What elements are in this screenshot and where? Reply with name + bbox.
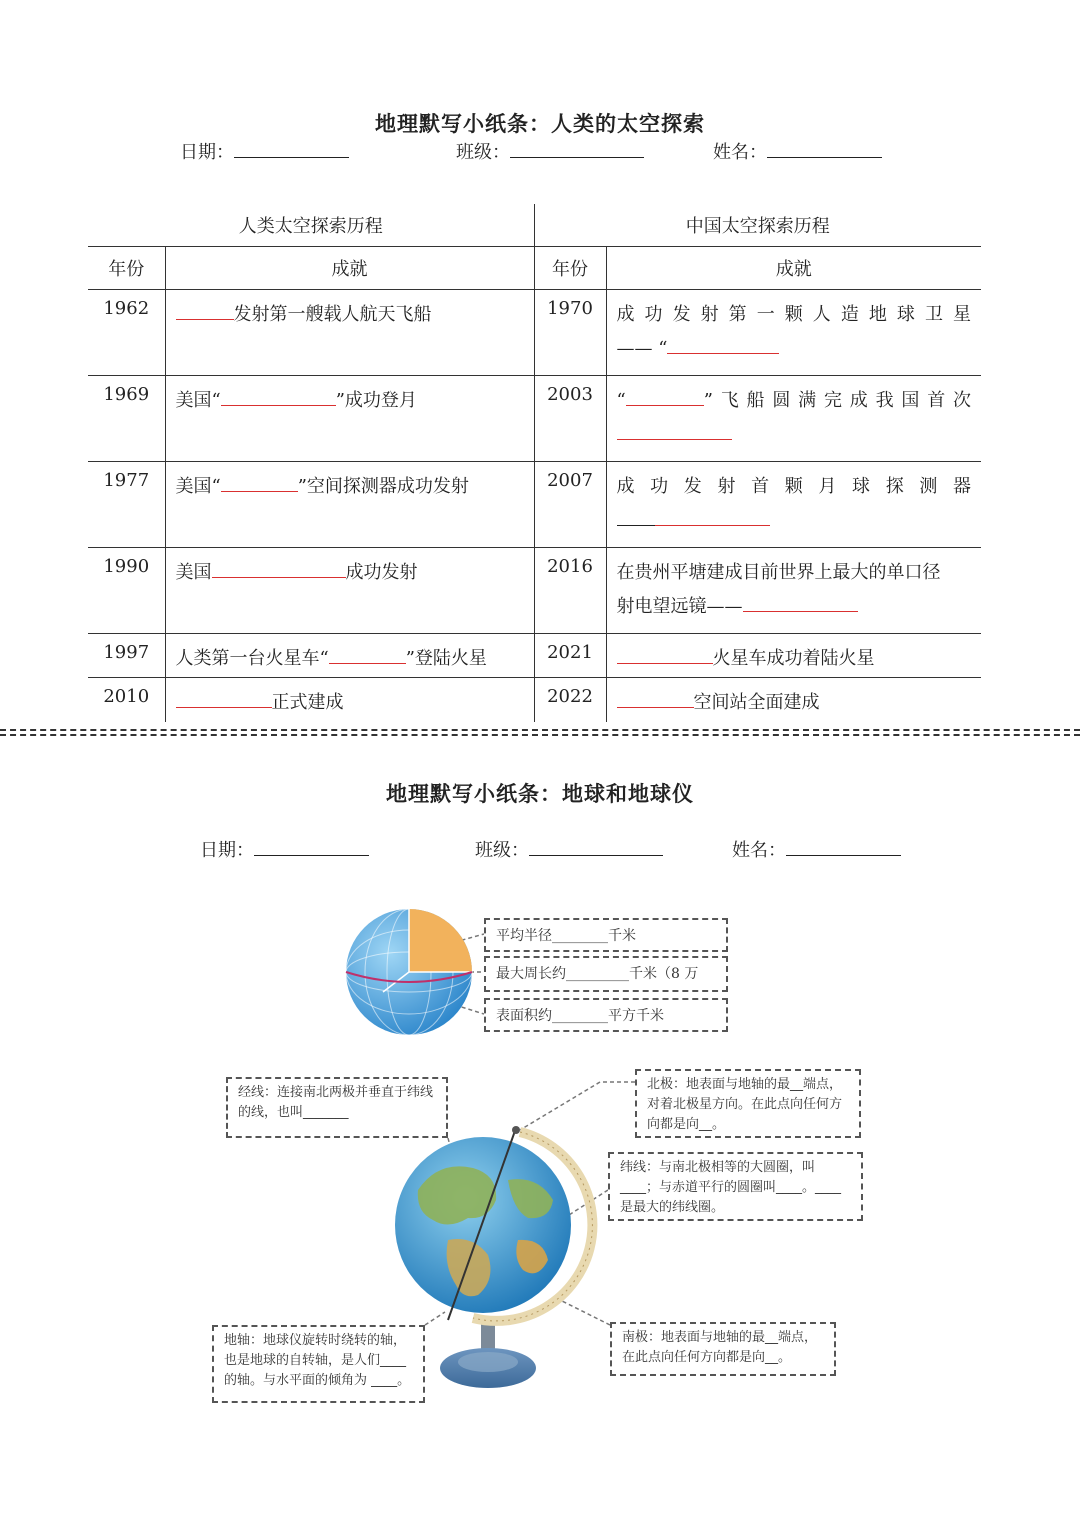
north-pole-box[interactable]: 北极：地表面与地轴的最__端点，对着北极星方向。在此点向任何方向都是向__。 (635, 1069, 861, 1138)
parallel-box[interactable]: 纬线：与南北极相等的大圆圈，叫____；与赤道平行的圆圈叫____。____是最大的纬线圈。 (608, 1152, 863, 1221)
achievement-text: 人类第一台火星车“ (175, 648, 329, 669)
achievement-text: ”登陆火星 (405, 648, 487, 669)
achievement-text: 美国“ (175, 476, 221, 497)
achievement-text: 成功发射首颗月球探测器 (616, 476, 971, 497)
achievement-text: —— “ (616, 338, 668, 359)
col-achievement-right: 成就 (606, 247, 981, 290)
meridian-box[interactable]: 经线：连接南北两极并垂直于纬线的线，也叫_______ (226, 1077, 448, 1138)
year-cell: 2022 (534, 678, 606, 722)
achievement-text: ”成功登月 (335, 390, 417, 411)
col-achievement-left: 成就 (165, 247, 534, 290)
year-cell: 1977 (88, 462, 165, 548)
col-year-left: 年份 (88, 247, 165, 290)
name-label: 姓名： (732, 840, 786, 861)
year-cell: 2021 (534, 634, 606, 678)
date-label: 日期： (200, 840, 254, 861)
cutaway-section (409, 909, 472, 972)
achievement-text: 空间站全面建成 (693, 692, 820, 713)
name-label: 姓名： (713, 142, 767, 163)
col-year-right: 年份 (534, 247, 606, 290)
left-section-header: 人类太空探索历程 (88, 204, 534, 247)
achievement-text: 在贵州平塘建成目前世界上最大的单口径 (616, 562, 941, 583)
achievement-text: 美国“ (175, 390, 221, 411)
sheet2-title: 地理默写小纸条：地球和地球仪 (386, 782, 694, 806)
achievement-text: ”空间探测器成功发射 (297, 476, 469, 497)
achievement-text: 正式建成 (271, 692, 344, 713)
earth-axis-box[interactable]: 地轴：地球仪旋转时绕转的轴，也是地球的自转轴，是人们____的轴。与水平面的倾角为 ____。 (212, 1325, 425, 1403)
class-label: 班级： (456, 142, 510, 163)
earth-cutaway-diagram (343, 906, 475, 1038)
achievement-text: 成功发射 (345, 562, 418, 583)
achievement-text: “ (616, 390, 626, 411)
achievement-text: 射电望远镜—— (616, 596, 743, 617)
year-cell: 2003 (534, 376, 606, 462)
year-cell: 2010 (88, 678, 165, 722)
sheet1-title: 地理默写小纸条：人类的太空探索 (375, 112, 705, 136)
year-cell: 1962 (88, 290, 165, 376)
achievement-text: 火星车成功着陆火星 (712, 648, 875, 669)
south-pole-box[interactable]: 南极：地表面与地轴的最__端点，在此点向任何方向都是向__。 (610, 1322, 836, 1376)
year-cell: 1970 (534, 290, 606, 376)
radius-box[interactable]: 平均半径________千米 (484, 918, 728, 952)
surface-area-box[interactable]: 表面积约________平方千米 (484, 998, 728, 1032)
class-label: 班级： (475, 840, 529, 861)
year-cell: 1969 (88, 376, 165, 462)
achievement-text: ”飞船圆满完成我国首次 (703, 390, 971, 411)
year-cell: 2016 (534, 548, 606, 634)
achievement-text: 美国 (175, 562, 212, 583)
achievement-text: 发射第一艘载人航天飞船 (233, 304, 432, 325)
circumference-box[interactable]: 最大周长约_________千米（8 万 (484, 956, 728, 992)
year-cell: 1997 (88, 634, 165, 678)
date-label: 日期： (180, 142, 234, 163)
right-section-header: 中国太空探索历程 (534, 204, 981, 247)
year-cell: 1990 (88, 548, 165, 634)
achievement-text: 成功发射第一颗人造地球卫星 (616, 304, 971, 325)
year-cell: 2007 (534, 462, 606, 548)
